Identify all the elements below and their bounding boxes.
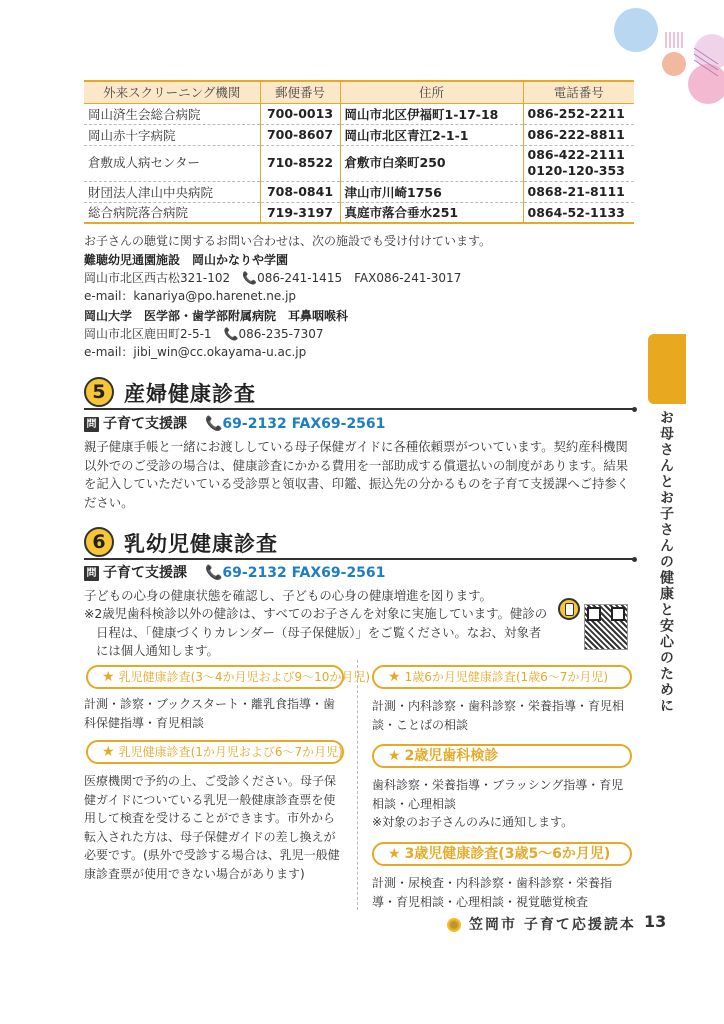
phone-fax: 📞69-2132 FAX69-2561 [205, 565, 386, 581]
facility-name: 難聴幼児通園施設 岡山かなりや学園 [84, 253, 289, 267]
zip-code: 719-3197 [260, 202, 340, 223]
section-title: 産婦健康診査 [124, 382, 256, 406]
inquiry-icon: 問 [84, 566, 99, 581]
phone-toll-free: 0120-120-353 [527, 163, 625, 178]
checkup-title-pill [372, 744, 632, 768]
checkup-title: 乳児健康診査(1か月児および6～7か月児) [118, 745, 343, 759]
checkup-title-pill [372, 665, 632, 689]
phone: 086-422-2111 [527, 147, 625, 162]
facility-name: 岡山大学 医学部・歯学部附属病院 耳鼻咽喉科 [84, 309, 349, 323]
section-5-heading [84, 376, 634, 410]
section-6-intro: 子どもの心身の健康状態を確認し、子どもの心身の健康増進を図ります。 [84, 588, 492, 603]
phone: 086-222-8811 [523, 124, 634, 145]
address: 津山市川崎1756 [340, 181, 523, 202]
star-icon: ★ [388, 748, 401, 764]
phone-fax: 📞69-2132 FAX69-2561 [205, 416, 386, 432]
table-row [84, 181, 634, 202]
section-5-body: 親子健康手帳と一緒にお渡ししている母子保健ガイドに各種依頼票がついています。契約産科機関以外でのご受診の場合は、健康診査にかかる費用を一部助成する償還払いの制度があります。結果を記入していただいている受診票と領収書、印鑑、振込先の分かるものを子育て支援課へご持参ください。 [84, 439, 630, 510]
page-number: 13 [644, 912, 667, 931]
star-icon: ★ [102, 744, 115, 760]
header-zip: 郵便番号 [260, 81, 340, 103]
star-icon: ★ [388, 846, 401, 862]
checkup-description: 計測・内科診察・歯科診察・栄養指導・育児相談・ことばの相談 [372, 699, 625, 732]
checkup-title: 乳児健康診査(3～4か月児および9～10か月児) [118, 670, 371, 684]
checkup-description: 医療機関で予約の上、ご受診ください。母子保健ガイドについている乳児一般健康診査票を使用して検査を受けることができます。市外から転入された方は、母子保健ガイドの差し換えが必要です。(県外で受診する場合は、乳児一般健康診査票が使用できない場合があります) [84, 774, 340, 881]
qr-code[interactable] [584, 604, 628, 650]
institution-name: 倉敷成人病センター [84, 145, 260, 181]
smartphone-icon [558, 598, 580, 620]
checkup-title-pill [86, 665, 371, 689]
institution-name: 財団法人津山中央病院 [84, 181, 260, 202]
table-header-row [84, 81, 634, 103]
institution-name: 総合病院落合病院 [88, 205, 189, 221]
chapter-label: お母さんとお子さんの健康と安心のために [658, 410, 674, 714]
table-row [84, 202, 634, 223]
star-icon: ★ [388, 669, 401, 685]
checkup-title: 1歳6か月児健康診査(1歳6～7か月児) [404, 670, 609, 684]
inquiry-icon: 問 [84, 417, 99, 432]
table-row [84, 103, 634, 124]
facility-email[interactable]: e-mail：jibi_win@cc.okayama-u.ac.jp [84, 345, 307, 359]
zip-code: 710-8522 [260, 145, 340, 181]
address: 倉敷市白楽町250 [340, 145, 523, 181]
section-6-note: ※2歳児歯科検診以外の健診は、すべてのお子さんを対象に実施しています。健診の日程は、「健康づくりカレンダー（母子保健版）」をご覧ください。なお、対象者には個人通知します。 [84, 606, 548, 658]
footer-title [447, 914, 636, 934]
zip-code: 700-0013 [260, 103, 340, 124]
address: 真庭市落合垂水251 [340, 202, 523, 223]
facility-address: 岡山市北区鹿田町2-5-1 📞086-235-7307 [84, 327, 324, 341]
chapter-tab[interactable] [648, 334, 686, 404]
zip-code: 708-0841 [260, 181, 340, 202]
star-icon: ★ [102, 669, 115, 685]
department: 子育て支援課 [103, 416, 187, 432]
hearing-intro: お子さんの聴覚に関するお問い合わせは、次の施設でも受け付けています。 [84, 234, 492, 248]
table-row [84, 145, 634, 181]
facility-email[interactable]: e-mail：kanariya@po.harenet.ne.jp [84, 289, 297, 303]
screening-institutions-table [84, 80, 634, 224]
phone: 0868-21-8111 [523, 181, 634, 202]
header-phone: 電話番号 [523, 81, 634, 103]
column-divider [357, 660, 358, 910]
header-address: 住所 [340, 81, 523, 103]
checkup-title: 3歳児健康診査(3歳5～6か月児) [404, 846, 611, 862]
checkup-title-pill [372, 842, 632, 866]
checkup-title-pill [86, 740, 344, 764]
facility-address: 岡山市北区西古松321-102 📞086-241-1415 FAX086-241-3017 [84, 271, 462, 285]
phone: 0864-52-1133 [523, 202, 634, 223]
section-6-contact [84, 563, 385, 583]
checkup-description: 歯科診察・栄養指導・ブラッシング指導・育児相談・心理相談 [372, 778, 624, 811]
department: 子育て支援課 [103, 565, 187, 581]
address: 岡山市北区青江2-1-1 [340, 124, 523, 145]
sunflower-icon [447, 918, 461, 932]
institution-name: 岡山赤十字病院 [84, 124, 260, 145]
checkup-description: 計測・尿検査・内科診察・歯科診察・栄養指導・育児相談・心理相談・視覚聴覚検査 [372, 876, 613, 909]
section-title: 乳幼児健康診査 [124, 532, 278, 556]
checkup-title: 2歳児歯科検診 [404, 748, 499, 764]
table-row [84, 124, 634, 145]
header-institution: 外来スクリーニング機関 [84, 81, 260, 103]
institution-name: 岡山済生会総合病院 [84, 103, 260, 124]
section-number-badge: 6 [84, 527, 114, 557]
zip-code: 700-8607 [260, 124, 340, 145]
section-5-contact [84, 414, 385, 434]
address: 岡山市北区伊福町1-17-18 [340, 103, 523, 124]
phone: 086-252-2211 [523, 103, 634, 124]
section-number-badge: 5 [84, 377, 114, 407]
checkup-description: 計測・診察・ブックスタート・離乳食指導・歯科保健指導・育児相談 [84, 697, 336, 730]
checkup-note: ※対象のお子さんのみに通知します。 [372, 815, 574, 829]
phone-cell [523, 145, 634, 181]
publication-title: 笠岡市 子育て応援読本 [469, 917, 636, 933]
section-6-heading [84, 526, 634, 560]
